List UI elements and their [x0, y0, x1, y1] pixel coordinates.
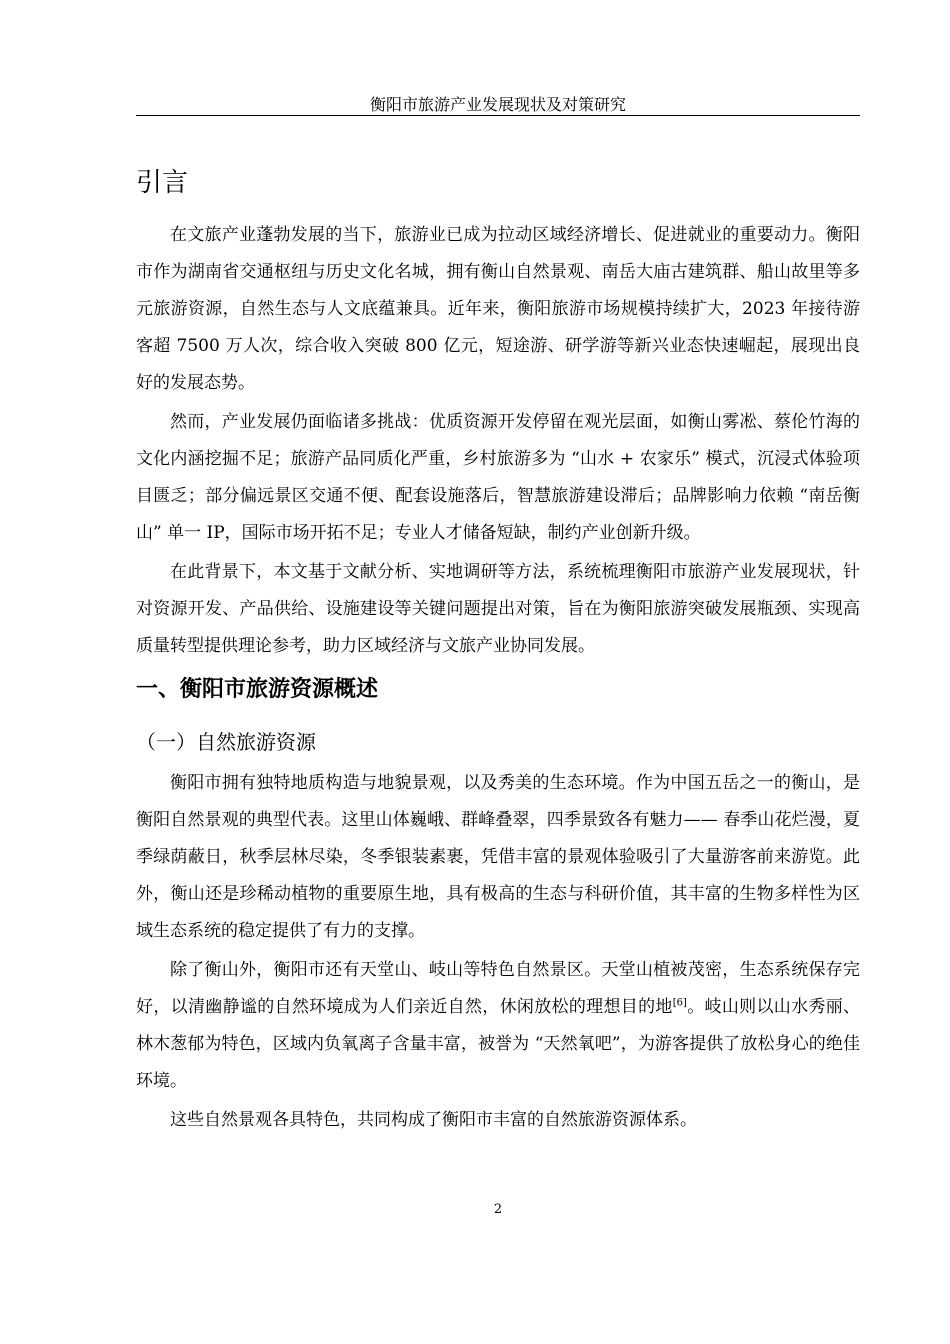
- paragraph-2-text-b: 。岐山则以山水秀丽、林木葱郁为特色，区域内负氧离子含量丰富，被誉为 “天然氧吧”，为游客提供了放松身心的绝佳环境。: [136, 997, 861, 1091]
- citation-marker[interactable]: [6]: [672, 997, 687, 1009]
- natural-resources-paragraph-2: [136, 952, 860, 1100]
- section-heading: 一、衡阳市旅游资源概述: [136, 677, 379, 702]
- page-body: [136, 163, 860, 1141]
- intro-heading: 引言: [136, 168, 189, 198]
- page-number: 2: [493, 1202, 503, 1217]
- subsection-heading: （一）自然旅游资源: [136, 730, 316, 754]
- intro-paragraph-1: 在文旅产业蓬勃发展的当下，旅游业已成为拉动区域经济增长、促进就业的重要动力。衡阳市作为湖南省交通枢纽与历史文化名城，拥有衡山自然景观、南岳大庙古建筑群、船山故里等多元旅游资源，自然生态与人文底蕴兼具。近年来，衡阳旅游市场规模持续扩大，2023 年接待游客超 7500 万人次，综合收入突破 800 亿元，短途游、研学游等新兴业态快速崛起，展现出良好的发展态势。: [136, 225, 860, 393]
- intro-paragraph-2: 然而，产业发展仍面临诸多挑战：优质资源开发停留在观光层面，如衡山雾凇、蔡伦竹海的文化内涵挖掘不足；旅游产品同质化严重，乡村旅游多为 “山水 + 农家乐” 模式，沉浸式体验项目匮乏；部分偏远景区交通不便、配套设施落后，智慧旅游建设滞后；品牌影响力依赖 “南岳衡山” 单一 IP，国际市场开拓不足；专业人才储备短缺，制约产业创新升级。: [136, 412, 860, 543]
- running-header: 衡阳市旅游产业发展现状及对策研究: [369, 95, 626, 114]
- header-rule: [136, 115, 860, 116]
- natural-resources-paragraph-1: 衡阳市拥有独特地质构造与地貌景观，以及秀美的生态环境。作为中国五岳之一的衡山，是衡阳自然景观的典型代表。这里山体巍峨、群峰叠翠，四季景致各有魅力—— 春季山花烂漫，夏季绿荫蔽日，秋季层林尽染，冬季银装素裹，凭借丰富的景观体验吸引了大量游客前来游览。此外，衡山还是珍稀动植物的重要原生地，具有极高的生态与科研价值，其丰富的生物多样性为区域生态系统的稳定提供了有力的支撑。: [136, 773, 860, 941]
- paragraph-2-text-a: 除了衡山外，衡阳市还有天堂山、岐山等特色自然景区。天堂山植被茂密，生态系统保存完好，以清幽静谧的自然环境成为人们亲近自然，休闲放松的理想目的地: [136, 960, 860, 1017]
- intro-paragraph-3: 在此背景下，本文基于文献分析、实地调研等方法，系统梳理衡阳市旅游产业发展现状，针对资源开发、产品供给、设施建设等关键问题提出对策，旨在为衡阳旅游突破发展瓶颈、实现高质量转型提供理论参考，助力区域经济与文旅产业协同发展。: [136, 562, 860, 656]
- natural-resources-paragraph-3: 这些自然景观各具特色，共同构成了衡阳市丰富的自然旅游资源体系。: [170, 1110, 697, 1130]
